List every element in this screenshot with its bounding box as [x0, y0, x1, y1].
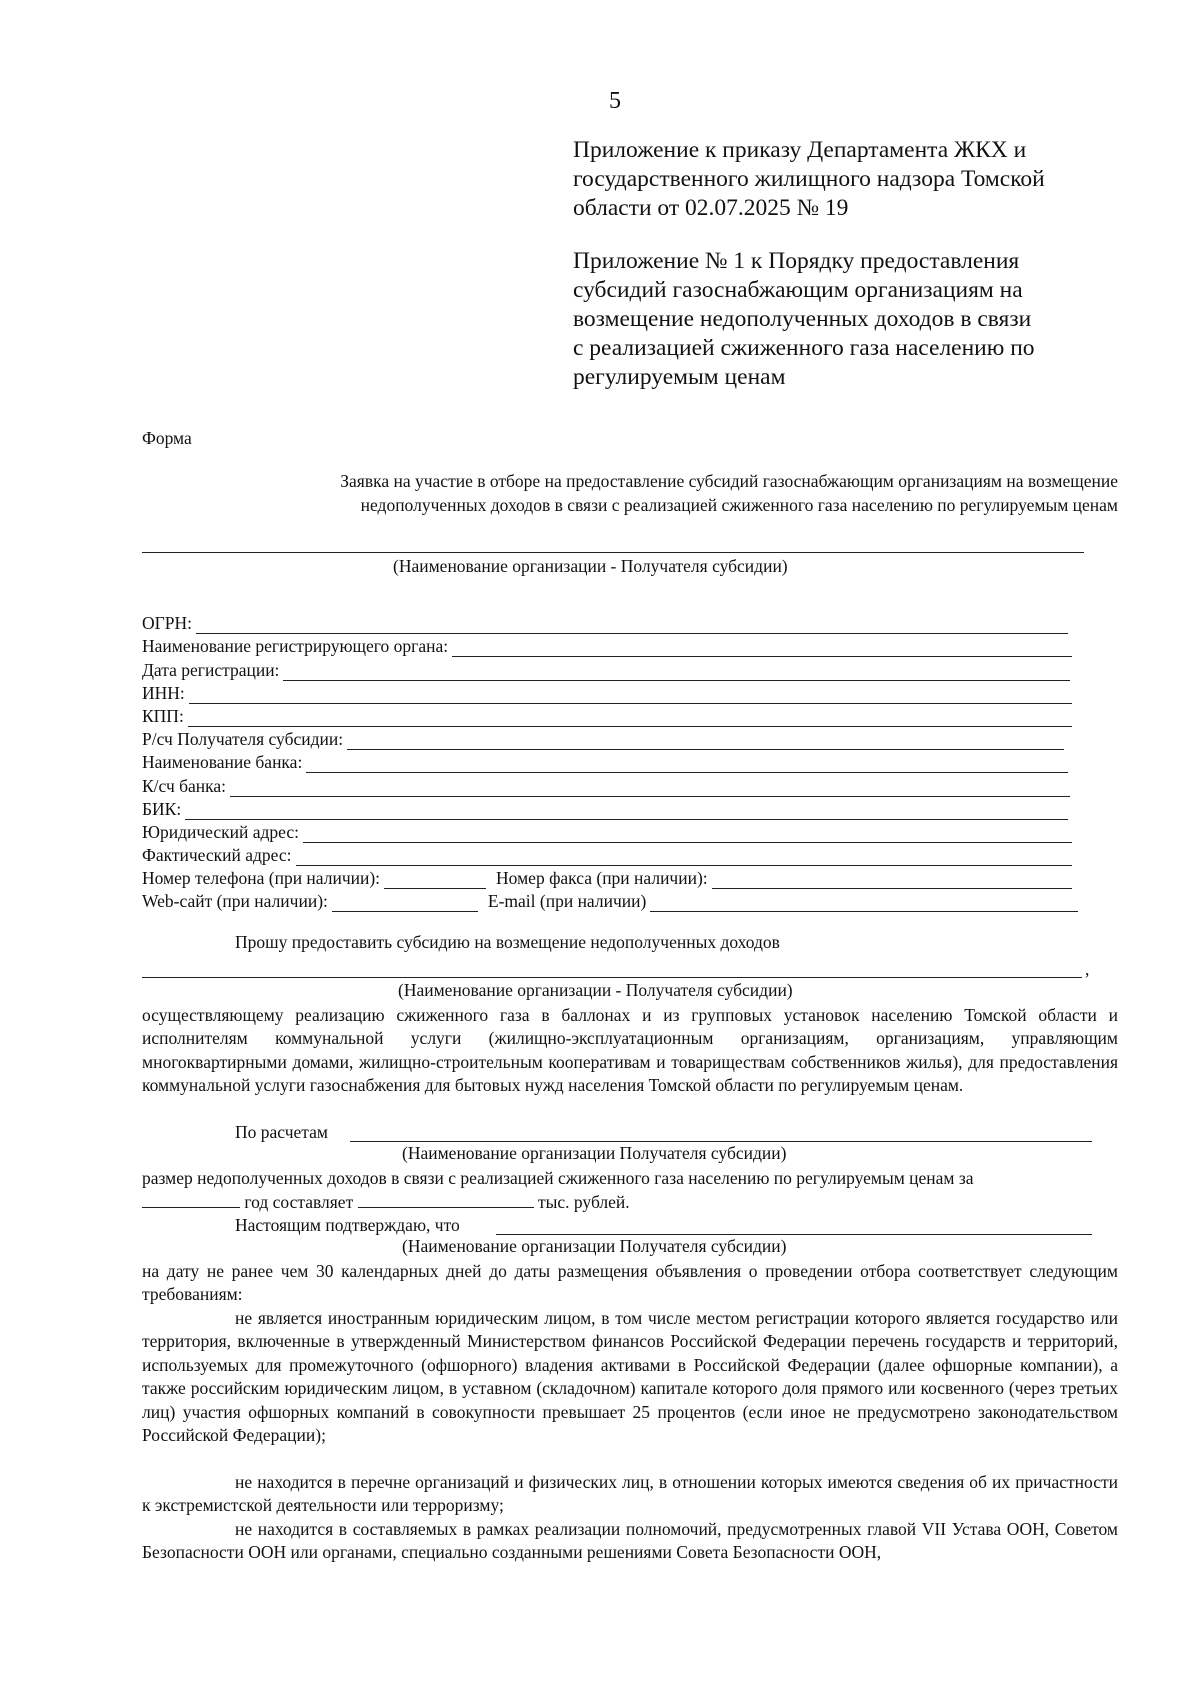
- calc-caption: (Наименование организации Получателя субсидии): [402, 1143, 787, 1163]
- inn-input-line[interactable]: [189, 688, 1072, 704]
- calc-organization-line[interactable]: [350, 1141, 1092, 1142]
- organization-name-caption: (Наименование организации - Получателя субсидии): [393, 556, 788, 576]
- confirm-text: на дату не ранее чем 30 календарных дней до даты размещения объявления о проведении отбора соответствует следующим требованиям:: [142, 1261, 1118, 1305]
- field-inn: [142, 681, 1082, 704]
- field-kpp: [142, 704, 1082, 727]
- amount-unit: тыс. рублей.: [537, 1192, 630, 1212]
- field-bik: [142, 797, 1082, 820]
- appendix-line: Приложение № 1 к Порядку предоставления: [573, 248, 1020, 274]
- requirement-offshore: не является иностранным юридическим лицом, в том числе местом регистрации которого является государство или территория, включенные в утвержденный Министерством финансов Российской Федерации перечень государств и территорий, используемых для промежуточного (офшорного) владения активами в Российской Федерации (далее офшорные компании), а также российским юридическим лицом, в уставном (складочном) капитале которого доля прямого или косвенного (через третьих лиц) участия офшорных компаний в совокупности превышает 25 процентов (если иное не предусмотрено законодательством Российской Федерации);: [142, 1308, 1118, 1446]
- field-settlement-account: [142, 727, 1082, 750]
- bank-name-input-line[interactable]: [306, 757, 1068, 773]
- order-line: Приложение к приказу Департамента ЖКХ и: [573, 137, 1027, 163]
- field-label: Номер факса (при наличии):: [496, 868, 708, 889]
- amount-input-line[interactable]: [358, 1192, 534, 1208]
- ogrn-input-line[interactable]: [196, 618, 1068, 634]
- field-label: Юридический адрес:: [142, 821, 300, 842]
- field-legal-address: [142, 820, 1082, 843]
- year-text: год составляет: [244, 1192, 354, 1212]
- field-label: Номер телефона (при наличии):: [142, 868, 381, 889]
- field-label: БИК:: [142, 798, 182, 819]
- field-label: Р/сч Получателя субсидии:: [142, 729, 344, 750]
- field-correspondent-account: [142, 773, 1082, 796]
- actual-address-input-line[interactable]: [296, 850, 1072, 866]
- website-input-line[interactable]: [332, 896, 478, 912]
- legal-address-input-line[interactable]: [303, 827, 1072, 843]
- comma: ,: [1085, 959, 1090, 979]
- field-label: Web-сайт (при наличии):: [142, 891, 328, 912]
- field-label: КПП:: [142, 705, 184, 726]
- request-intro: Прошу предоставить субсидию на возмещение недополученных доходов: [235, 932, 780, 952]
- confirm-organization-line[interactable]: [496, 1234, 1092, 1235]
- confirm-caption: (Наименование организации Получателя субсидии): [402, 1236, 787, 1256]
- organization-name-line[interactable]: [142, 552, 1084, 553]
- field-label: E-mail (при наличии): [487, 891, 647, 912]
- phone-input-line[interactable]: [384, 873, 486, 889]
- order-line: области от 02.07.2025 № 19: [573, 195, 849, 221]
- field-phone-fax: [142, 866, 1082, 889]
- registering-authority-input-line[interactable]: [452, 641, 1072, 657]
- request-title: [200, 469, 1118, 517]
- field-website-email: [142, 889, 1082, 912]
- calc-prefix: По расчетам: [235, 1122, 328, 1142]
- bik-input-line[interactable]: [185, 804, 1068, 820]
- fax-input-line[interactable]: [712, 873, 1072, 889]
- kpp-input-line[interactable]: [188, 711, 1072, 727]
- request-title-line: Заявка на участие в отборе на предоставление субсидий газоснабжающим организациям на возмещение: [340, 471, 1118, 491]
- field-label: ОГРН:: [142, 613, 192, 634]
- form-label: Форма: [142, 428, 192, 448]
- confirm-prefix: Настоящим подтверждаю, что: [235, 1215, 460, 1235]
- field-label: К/сч банка:: [142, 775, 227, 796]
- appendix-reference: [573, 247, 1093, 392]
- field-ogrn: [142, 611, 1082, 634]
- page-number: 5: [609, 88, 621, 114]
- email-input-line[interactable]: [650, 896, 1078, 912]
- field-label: Фактический адрес:: [142, 845, 292, 866]
- requirement-un-sanctions: не находится в составляемых в рамках реализации полномочий, предусмотренных главой VII Устава ООН, Советом Безопасности ООН или органами, специально созданными решениями Совета Безопасности ООН,: [142, 1519, 1118, 1563]
- organization-details-form: [142, 611, 1082, 912]
- year-input-line[interactable]: [142, 1192, 240, 1208]
- organization-name-line-2[interactable]: [142, 977, 1082, 978]
- organization-name-caption-2: (Наименование организации - Получателя субсидии): [398, 980, 793, 1000]
- appendix-line: с реализацией сжиженного газа населению по: [573, 335, 1035, 361]
- registration-date-input-line[interactable]: [283, 665, 1070, 681]
- appendix-line: возмещение недополученных доходов в связи: [573, 306, 1032, 332]
- calc-year-line: [142, 1191, 1118, 1214]
- field-actual-address: [142, 843, 1082, 866]
- field-registration-date: [142, 657, 1082, 680]
- field-bank-name: [142, 750, 1082, 773]
- appendix-line: субсидий газоснабжающим организациям на: [573, 277, 1023, 303]
- settlement-account-input-line[interactable]: [347, 734, 1064, 750]
- requirement-extremism: не находится в перечне организаций и физических лиц, в отношении которых имеются сведения об их причастности к экстремистской деятельности или терроризму;: [142, 1472, 1118, 1516]
- calc-line: размер недополученных доходов в связи с реализацией сжиженного газа населению по регулируемым ценам за: [142, 1168, 974, 1188]
- purpose-paragraph: осуществляющему реализацию сжиженного газа в баллонах и из групповых установок населению Томской области и исполнителям коммунальной услуги (жилищно-эксплуатационным организациям, организациям, управляющим многоквартирными домами, жилищно-строительным кооперативам и товариществам собственников жилья), для предоставления коммунальной услуги газоснабжения для бытовых нужд населения Томской области по регулируемым ценам.: [142, 1005, 1118, 1096]
- order-reference: [573, 136, 1093, 223]
- field-label: Дата регистрации:: [142, 659, 280, 680]
- field-label: ИНН:: [142, 682, 185, 703]
- field-label: Наименование банка:: [142, 752, 303, 773]
- order-line: государственного жилищного надзора Томской: [573, 166, 1045, 192]
- correspondent-account-input-line[interactable]: [230, 781, 1070, 797]
- field-label: Наименование регистрирующего органа:: [142, 636, 449, 657]
- appendix-line: регулируемым ценам: [573, 364, 786, 390]
- request-title-line: недополученных доходов в связи с реализацией сжиженного газа населению по регулируемым ценам: [360, 495, 1118, 515]
- field-registering-authority: [142, 634, 1082, 657]
